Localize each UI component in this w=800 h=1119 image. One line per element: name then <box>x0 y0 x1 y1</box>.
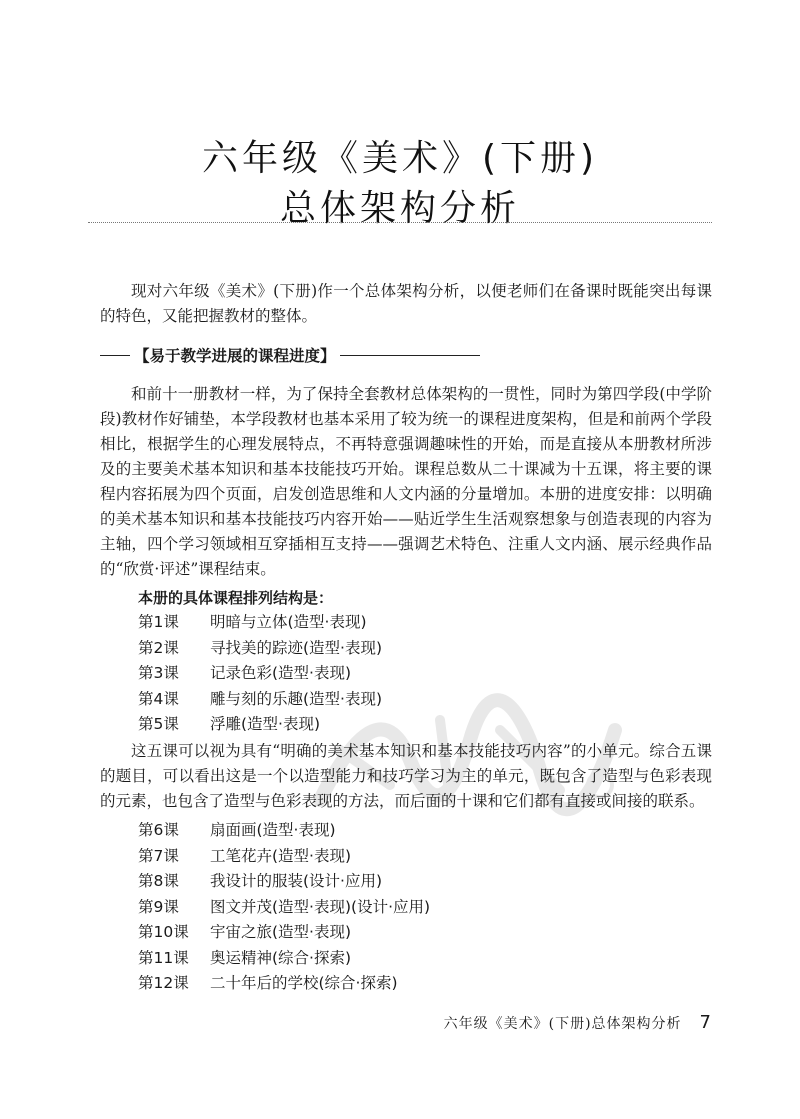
lesson-title: 图文并茂(造型·表现)(设计·应用) <box>210 897 431 916</box>
section-heading-text: 【易于教学进展的课程进度】 <box>134 347 336 365</box>
lesson-title: 奥运精神(综合·探索) <box>210 948 352 967</box>
section-paragraph: 和前十一册教材一样，为了保持全套教材总体架构的一贯性，同时为第四学段(中学阶段)教材作好铺垫，本学段教材也基本采用了较为统一的课程进度架构，但是和前两个学段相比，根据学生的心理发展特点，不再特意强调趣味性的开始，而是直接从本册教材所涉及的主要美术基本知识和基本技能技巧开始。课程总数从二十课减为十五课，将主要的课程内容拓展为四个页面，启发创造思维和人文内涵的分量增加。本册的进度安排：以明确的美术基本知识和基本技能技巧内容开始——贴近学生生活观察想象与创造表现的内容为主轴，四个学习领域相互穿插相互支持——强调艺术特色、注重人文内涵、展示经典作品的“欣赏·评述”课程结束。 <box>100 385 712 578</box>
heading-rule-left <box>100 355 130 356</box>
lesson-title: 我设计的服装(设计·应用) <box>210 872 383 890</box>
list-item <box>138 844 430 870</box>
list-item <box>138 636 382 662</box>
lesson-number: 第10课 <box>138 923 189 941</box>
title-divider <box>88 222 712 223</box>
lesson-number: 第1课 <box>138 613 179 631</box>
running-title: 六年级《美术》(下册)总体架构分析 <box>443 1016 682 1032</box>
page-title-line-1: 六年级《美术》(下册) <box>201 138 599 179</box>
list-item <box>138 818 430 844</box>
list-item <box>138 946 430 972</box>
list-item <box>138 971 430 997</box>
lesson-title: 扇面画(造型·表现) <box>210 821 336 839</box>
list-item <box>138 895 430 921</box>
list-item <box>138 869 430 895</box>
list-item <box>138 610 382 636</box>
page-footer <box>444 1012 712 1033</box>
lesson-title: 工笔花卉(造型·表现) <box>210 846 352 865</box>
lesson-title: 宇宙之旅(造型·表现) <box>210 923 352 941</box>
lesson-title: 浮雕(造型·表现) <box>210 715 321 733</box>
lesson-number: 第5课 <box>138 715 179 733</box>
heading-rule-right <box>340 355 480 356</box>
lesson-list-b <box>138 818 430 997</box>
lesson-number: 第2课 <box>138 638 179 657</box>
lesson-title: 二十年后的学校(综合·探索) <box>210 974 398 992</box>
lesson-number: 第12课 <box>138 974 189 992</box>
page-title-line-2: 总体架构分析 <box>279 188 520 229</box>
unit-summary-paragraph: 这五课可以视为具有“明确的美术基本知识和基本技能技巧内容”的小单元。综合五课的题目，可以看出这是一个以造型能力和技巧学习为主的单元，既包含了造型与色彩表现的元素，也包含了造型与色彩表现的方法，而后面的十课和它们都有直接或间接的联系。 <box>100 742 712 810</box>
lesson-title: 雕与刻的乐趣(造型·表现) <box>210 689 383 708</box>
intro-paragraph: 现对六年级《美术》(下册)作一个总体架构分析，以便老师们在备课时既能突出每课的特色，又能把握教材的整体。 <box>100 282 712 325</box>
lesson-number: 第4课 <box>138 689 179 708</box>
page-number: 7 <box>699 1012 712 1033</box>
lesson-title: 明暗与立体(造型·表现) <box>210 613 367 631</box>
lesson-number: 第6课 <box>138 821 179 839</box>
lesson-number: 第3课 <box>138 664 179 682</box>
lesson-list-intro: 本册的具体课程排列结构是： <box>138 589 334 607</box>
lesson-title: 记录色彩(造型·表现) <box>210 664 352 682</box>
list-item <box>138 920 430 946</box>
lesson-number: 第11课 <box>138 948 189 967</box>
lesson-number: 第8课 <box>138 872 179 890</box>
lesson-title: 寻找美的踪迹(造型·表现) <box>210 638 383 657</box>
lesson-number: 第9课 <box>138 897 179 916</box>
lesson-number: 第7课 <box>138 846 179 865</box>
section-heading <box>100 344 480 366</box>
list-item <box>138 661 382 687</box>
